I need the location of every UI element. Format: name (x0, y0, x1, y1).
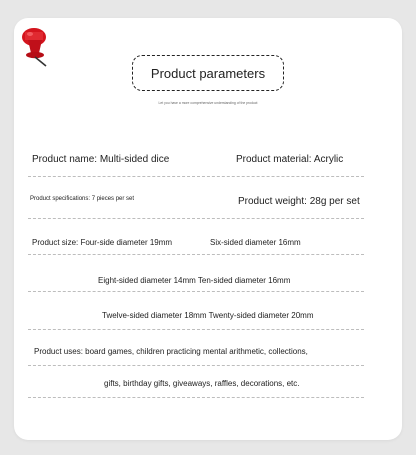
product-size-eight-ten-sided: Eight-sided diameter 14mm Ten-sided diameter 16mm (98, 276, 291, 285)
product-size-twelve-twenty-sided: Twelve-sided diameter 18mm Twenty-sided diameter 20mm (102, 311, 314, 320)
divider (28, 254, 364, 255)
product-parameters-title: Product parameters (132, 55, 284, 91)
divider (28, 291, 364, 292)
divider (28, 329, 364, 330)
divider (28, 218, 364, 219)
push-pin-icon (16, 24, 56, 70)
divider (28, 365, 364, 366)
divider (28, 397, 364, 398)
product-weight: Product weight: 28g per set (238, 196, 360, 207)
product-name: Product name: Multi-sided dice (32, 154, 170, 165)
product-material: Product material: Acrylic (236, 154, 344, 165)
product-size-four-sided: Product size: Four-side diameter 19mm (32, 238, 173, 247)
product-uses: Product uses: board games, children practicing mental arithmetic, collections, (34, 347, 308, 356)
product-specifications: Product specifications: 7 pieces per set (30, 196, 135, 202)
product-size-six-sided: Six-sided diameter 16mm (210, 238, 301, 247)
divider (28, 176, 364, 177)
product-uses-continued: gifts, birthday gifts, giveaways, raffles, decorations, etc. (104, 379, 300, 388)
subtitle-text: Let you have a more comprehensive understanding of the product (158, 101, 258, 105)
